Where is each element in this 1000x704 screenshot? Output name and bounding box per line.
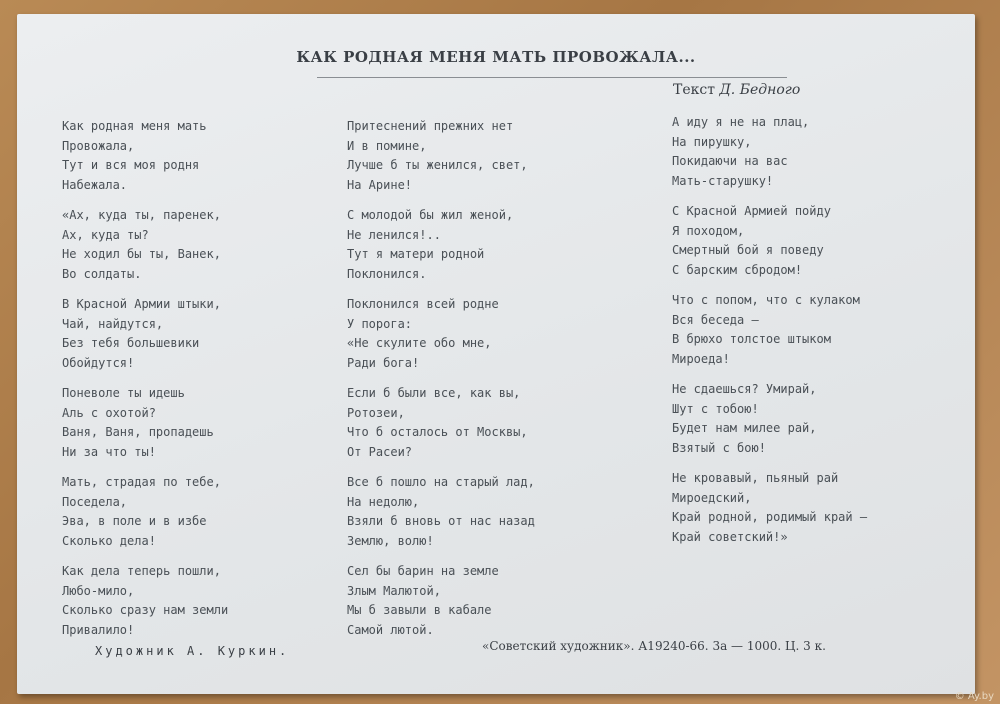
poem-line: На пирушку, — [672, 134, 752, 149]
poem-line: Все б пошло на старый лад, — [347, 475, 535, 489]
poem-line: Покидаючи на вас — [672, 154, 788, 168]
poem-line: «Ах, куда ты, паренек, — [62, 208, 221, 222]
poem-line: Без тебя большевики — [62, 336, 200, 350]
poem-line: С барским сбродом! — [672, 262, 803, 277]
poem-column-1 — [62, 117, 332, 651]
poem-line: Как дела теперь пошли, — [62, 564, 221, 578]
poem-line: Лучше б ты женился, свет, — [347, 158, 528, 172]
poem-line: Мы б завыли в кабале — [347, 603, 492, 617]
author-prefix: Текст — [673, 82, 715, 98]
poem-line: Мать-старушку! — [672, 173, 774, 188]
poem-line: В брюхо толстое штыком — [672, 332, 831, 346]
poem-line: Вся беседа — — [672, 312, 759, 327]
stanza — [672, 202, 962, 280]
poem-line: На Арине! — [347, 177, 413, 192]
poem-line: Ах, куда ты? — [62, 227, 149, 242]
poem-line: От Расеи? — [347, 444, 413, 459]
stanza — [62, 562, 332, 640]
poem-line: В Красной Армии штыки, — [62, 297, 221, 311]
poem-line: Я походом, — [672, 223, 745, 238]
poem-line: Поневоле ты идешь — [62, 386, 185, 400]
stanza — [62, 473, 332, 551]
poem-line: Край советский!» — [672, 529, 788, 544]
stanza — [347, 562, 627, 640]
site-watermark: © Ay.by — [954, 691, 994, 702]
poem-line: Самой лютой. — [347, 622, 434, 637]
poem-line: Если б были все, как вы, — [347, 386, 521, 400]
stanza — [62, 117, 332, 195]
poem-line: Как родная меня мать — [62, 119, 207, 133]
poem-line: Тут я матери родной — [347, 247, 485, 261]
poem-line: Ваня, Ваня, пропадешь — [62, 425, 214, 439]
poem-line: На недолю, — [347, 494, 420, 509]
poem-line: Чай, найдутся, — [62, 316, 164, 331]
poem-line: Что б осталось от Москвы, — [347, 425, 528, 439]
poem-line: Край родной, родимый край — — [672, 510, 868, 524]
poem-line: Землю, волю! — [347, 533, 434, 548]
poem-line: Аль с охотой? — [62, 405, 156, 420]
stanza — [347, 206, 627, 284]
poem-column-2 — [347, 117, 627, 651]
poem-line: Злым Малютой, — [347, 583, 441, 598]
poem-line: Мироеда! — [672, 351, 730, 366]
poem-line: С молодой бы жил женой, — [347, 208, 514, 222]
poem-line: Во солдаты. — [62, 266, 142, 281]
stanza — [672, 113, 962, 191]
poem-line: Набежала. — [62, 177, 128, 192]
poem-line: С Красной Армией пойду — [672, 204, 831, 218]
poem-line: Сколько сразу нам земли — [62, 603, 229, 617]
poem-line: Сел бы барин на земле — [347, 564, 499, 578]
poem-line: Не сдаешься? Умирай, — [672, 382, 817, 396]
poem-line: Мать, страдая по тебе, — [62, 475, 221, 489]
poem-line: Взяли б вновь от нас назад — [347, 514, 535, 528]
stanza — [347, 473, 627, 551]
poem-title: КАК РОДНАЯ МЕНЯ МАТЬ ПРОВОЖАЛА... — [296, 48, 696, 66]
poem-line: Смертный бой я поведу — [672, 243, 824, 257]
poem-line: Ради бога! — [347, 355, 420, 370]
poem-line: Обойдутся! — [62, 355, 135, 370]
stanza — [347, 117, 627, 195]
poem-line: Не кровавый, пьяный рай — [672, 471, 839, 485]
poem-line: У порога: — [347, 316, 413, 331]
poem-line: Что с попом, что с кулаком — [672, 293, 860, 307]
author-name: Д. Бедного — [719, 82, 801, 98]
poem-line: Шут с тобою! — [672, 401, 759, 416]
poem-line: Любо-мило, — [62, 583, 135, 598]
poem-line: Поседела, — [62, 494, 128, 509]
poem-line: А иду я не на плац, — [672, 115, 810, 129]
poem-line: «Не скулите обо мне, — [347, 336, 492, 350]
poem-line: Ни за что ты! — [62, 444, 156, 459]
poem-line: Привалило! — [62, 622, 135, 637]
poem-line: Поклонился всей родне — [347, 297, 499, 311]
poem-line: Притеснений прежних нет — [347, 119, 514, 133]
poem-line: Будет нам милее рай, — [672, 421, 817, 435]
poem-line: Ротозеи, — [347, 405, 405, 420]
poem-column-3 — [672, 113, 962, 558]
stanza — [62, 295, 332, 373]
poem-line: Поклонился. — [347, 266, 427, 281]
poem-line: Тут и вся моя родня — [62, 158, 200, 172]
artist-credit: Художник А. Куркин. — [95, 644, 290, 658]
author-credit — [673, 82, 800, 98]
stanza — [62, 384, 332, 462]
poem-line: Сколько дела! — [62, 533, 156, 548]
stanza — [672, 291, 962, 369]
postcard — [17, 14, 975, 694]
poem-line: Не ходил бы ты, Ванек, — [62, 247, 221, 261]
stanza — [672, 380, 962, 458]
poem-line: Взятый с бою! — [672, 440, 766, 455]
stanza — [347, 384, 627, 462]
poem-line: Не ленился!.. — [347, 227, 441, 242]
stanza — [672, 469, 962, 547]
poem-line: Провожала, — [62, 138, 135, 153]
stanza — [347, 295, 627, 373]
poem-line: Мироедский, — [672, 490, 752, 505]
title-underline — [317, 77, 787, 78]
poem-line: И в помине, — [347, 138, 427, 153]
stanza — [62, 206, 332, 284]
poem-line: Эва, в поле и в избе — [62, 514, 207, 528]
publisher-imprint: «Советский художник». А19240-66. 3а — 1000. Ц. 3 к. — [482, 639, 826, 653]
